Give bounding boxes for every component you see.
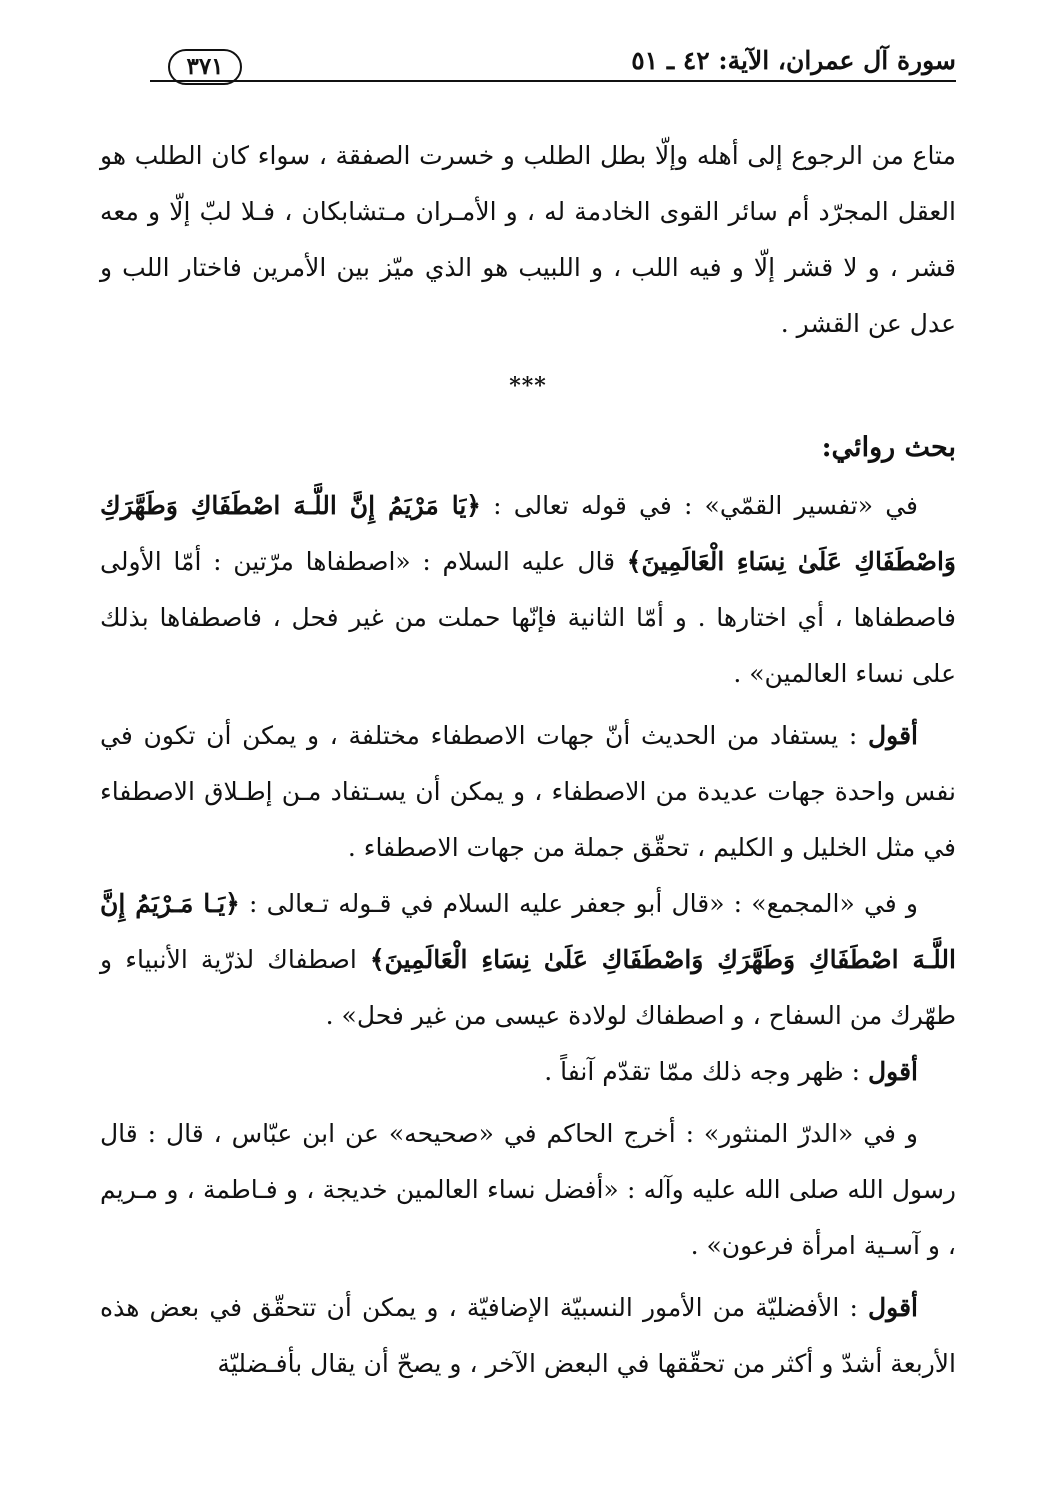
paragraph-text: و في «المجمع» : «قال أبو جعفر عليه السلام في قـوله تـعالى : [239,889,918,918]
paragraph-commentary-end: متاع من الرجوع إلى أهله وإلّا بطل الطلب و خسرت الصفقة ، سواء كان الطلب هو العقل المجرّد أم سائر القوى الخادمة له ، و الأمـران مـتشابكان ، فـلا لبّ إلّا و معه قشر ، و لا قشر إلّا و فيه اللب ، و اللبيب هو الذي ميّز بين الأمرين فاختار اللب و عدل عن القشر . [100,141,956,338]
page-number-badge: ٣٧١ [168,49,242,85]
quran-verse: ﴿يَـا مَـرْيَمُ إِنَّ اللَّـهَ اصْطَفَاكِ وَطَهَّرَكِ وَاصْطَفَاكِ عَلَىٰ نِسَاءِ الْعَالَمِينَ﴾ [100,889,956,974]
paragraph-text: في «تفسير القمّي» : في قوله تعالى : [480,491,918,520]
paragraph-text: : ظهر وجه ذلك ممّا تقدّم آنفاً . [544,1057,869,1086]
paragraph-majma-narration [100,876,956,1044]
remark-lead-word: أقول [868,1293,918,1322]
section-separator: *** [509,373,547,399]
paragraph-durr-narration: و في «الدرّ المنثور» : أخرج الحاكم في «صحيحه» عن ابن عبّاس ، قال : قال رسول الله صلى الله عليه وآله : «أفضل نساء العالمين خديجة ، و فـاطمة ، و مـريم ، و آسـية امرأة فرعون» . [100,1119,956,1260]
page-header [150,40,956,80]
header-rule [150,80,956,82]
quran-verse: ﴿يَا مَرْيَمُ إِنَّ اللَّـهَ اصْطَفَاكِ وَطَهَّرَكِ وَاصْطَفَاكِ عَلَىٰ نِسَاءِ الْعَالَمِينَ﴾ [100,491,956,576]
remark-lead-word: أقول [868,1057,918,1086]
paragraph-remark [100,1280,956,1392]
paragraph-remark [100,708,956,876]
running-title: سورة آل عمران، الآية: ٤٢ ـ ٥١ [631,46,956,75]
paragraph-text: : يستفاد من الحديث أنّ جهات الاصطفاء مختلفة ، و يمكن أن تكون في نفس واحدة جهات عديدة من الاصطفاء ، و يمكن أن يسـتفاد مـن إطـلاق الاصطفاء في مثل الخليل و الكليم ، تحقّق جملة من جهات الاصطفاء . [100,721,956,862]
paragraph-text: : الأفضليّة من الأمور النسبيّة الإضافيّة ، و يمكن أن تتحقّق في بعض هذه الأربعة أشدّ و أكثر من تحقّقها في البعض الآخر ، و يصحّ أن يقال بأفـضليّة [100,1293,956,1378]
page-body [100,128,956,1392]
section-heading: بحث روائي: [821,432,956,463]
paragraph-text: اصطفاك لذرّية الأنبياء و طهّرك من السفاح ، و اصطفاك لولادة عيسى من غير فحل» . [100,945,956,1030]
paragraph-remark [100,1044,956,1100]
paragraph-qummi-narration [100,478,956,702]
paragraph-text: قال عليه السلام : «اصطفاها مرّتين : أمّا الأولى فاصطفاها ، أي اختارها . و أمّا الثانية فإنّها حملت من غير فحل ، فاصطفاها بذلك على نساء العالمين» . [100,547,956,688]
remark-lead-word: أقول [868,721,918,750]
